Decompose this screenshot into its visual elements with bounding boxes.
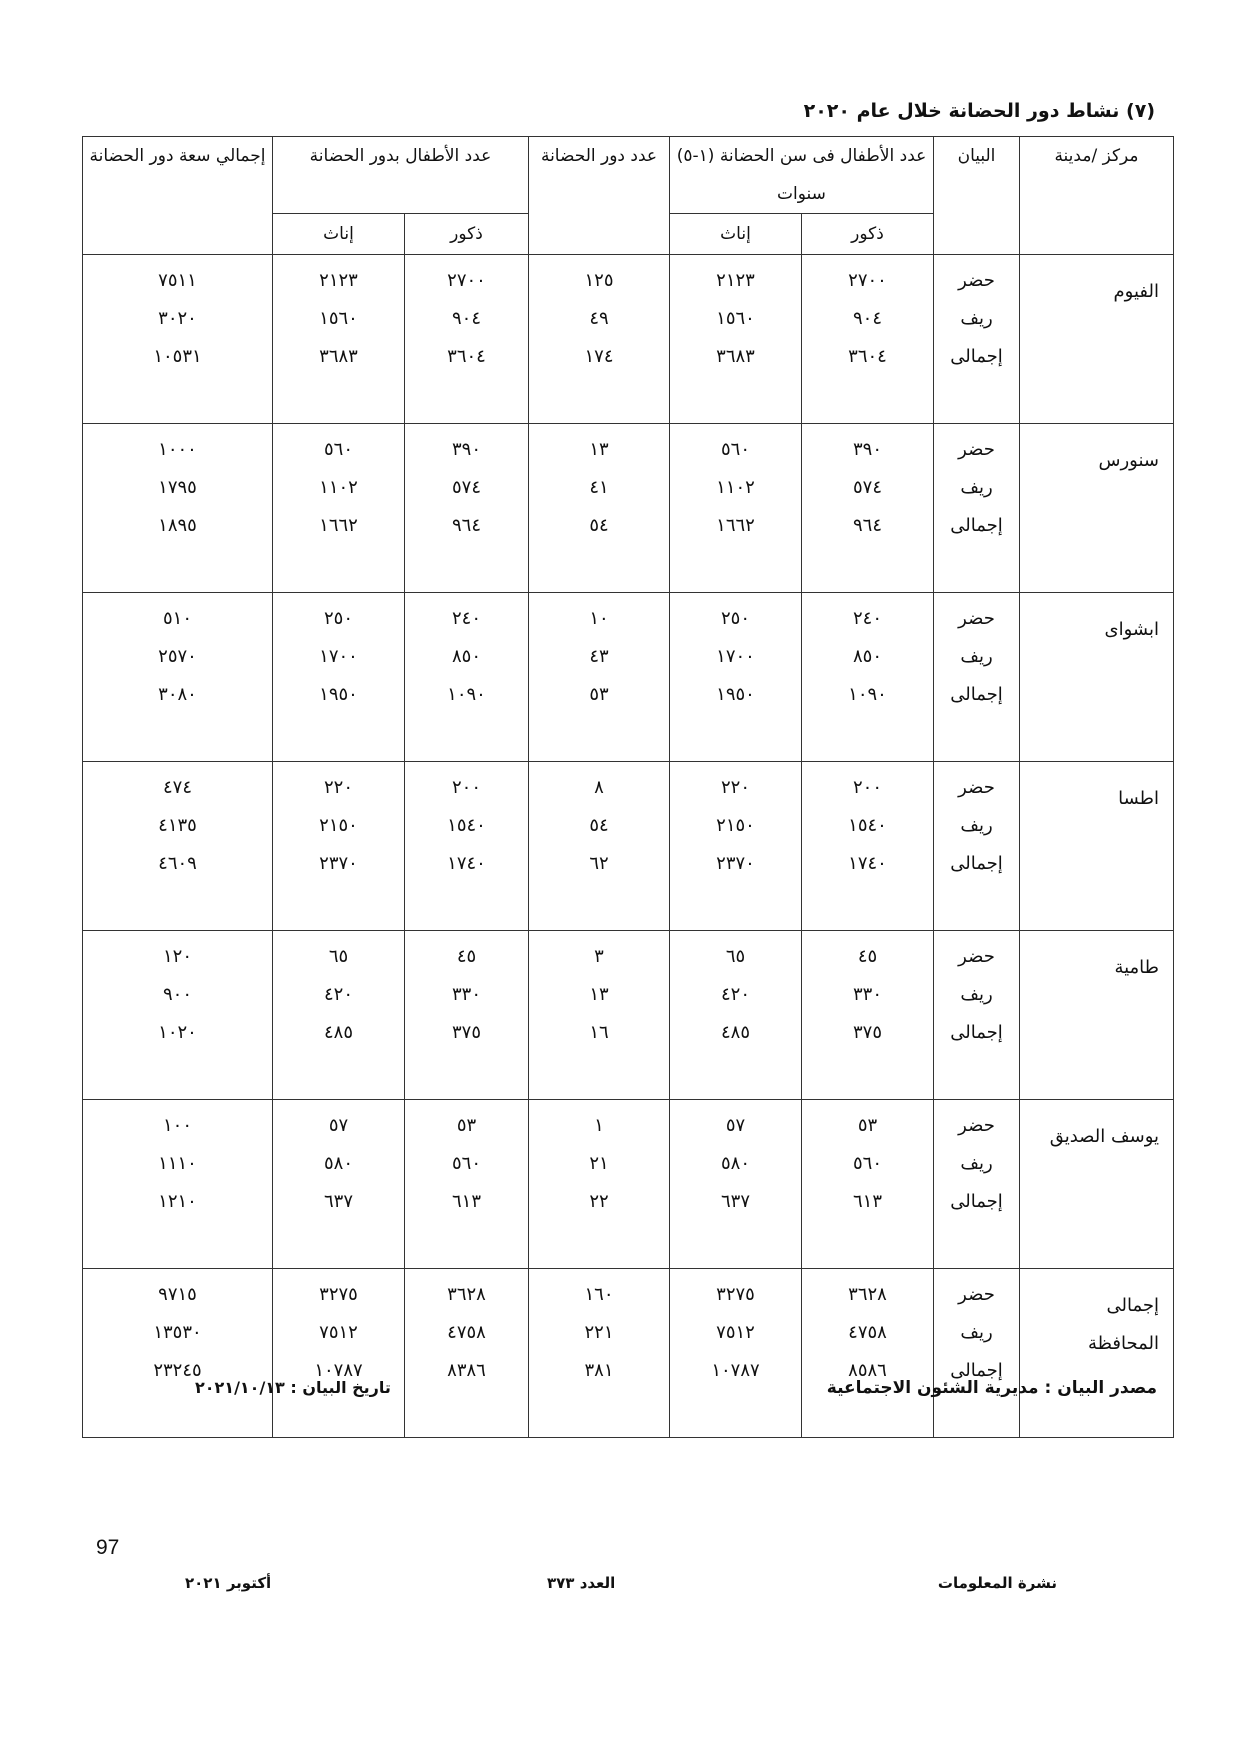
row-label: إجمالى	[950, 346, 1003, 367]
cell-age-males	[802, 424, 934, 593]
city-name	[1020, 424, 1174, 593]
city-label: إجمالى المحافظة	[1087, 1295, 1159, 1354]
cell-value: ٣٢٧٥	[319, 1284, 358, 1305]
cell-value: ٨٥٨٦	[848, 1360, 887, 1381]
cell-nurseries	[529, 255, 670, 424]
cell-value: ٤٧٤	[162, 777, 192, 798]
header-age-females: إناث	[670, 214, 802, 255]
cell-value: ١	[594, 1115, 604, 1136]
row-labels	[934, 593, 1020, 762]
city-label: طامية	[1114, 957, 1159, 978]
cell-value: ٤٩	[589, 308, 609, 329]
cell-value: ٦١٣	[451, 1191, 481, 1212]
cell-in-males	[405, 1100, 529, 1269]
cell-nurseries	[529, 424, 670, 593]
cell-value: ٢٣٧٠	[716, 853, 755, 874]
cell-value: ٣٦٨٣	[319, 346, 358, 367]
cell-value: ٥١٠	[162, 608, 192, 629]
row-label: ريف	[960, 1153, 993, 1174]
table-row	[83, 424, 1174, 593]
cell-value: ٢٣٧٠	[319, 853, 358, 874]
city-name	[1020, 931, 1174, 1100]
row-labels	[934, 931, 1020, 1100]
table-row	[83, 255, 1174, 424]
cell-value: ١٦	[589, 1022, 609, 1043]
cell-value: ١٢٠	[162, 946, 192, 967]
city-label: الفيوم	[1113, 281, 1159, 302]
header-capacity: إجمالي سعة دور الحضانة	[83, 137, 273, 255]
cell-value: ٣٨١	[584, 1360, 614, 1381]
cell-value: ٦١٣	[852, 1191, 882, 1212]
cell-value: ٤٢٠	[720, 984, 750, 1005]
cell-value: ٢١٥٠	[319, 815, 358, 836]
cell-age-females	[670, 255, 802, 424]
cell-value: ٦٥	[328, 946, 349, 967]
cell-value: ٥٦٠	[852, 1153, 882, 1174]
data-source: مصدر البيان : مديرية الشئون الاجتماعية	[826, 1378, 1157, 1398]
cell-value: ٣٩٠	[852, 439, 882, 460]
cell-in-males	[405, 424, 529, 593]
cell-in-males	[405, 1269, 529, 1438]
cell-nurseries	[529, 1269, 670, 1438]
cell-value: ١٣	[589, 984, 609, 1005]
cell-value: ٦٣٧	[720, 1191, 750, 1212]
page-number: 97	[96, 1536, 120, 1559]
cell-value: ٥٣	[589, 684, 609, 705]
cell-value: ١٩٥٠	[716, 684, 755, 705]
cell-value: ١٠٩٠	[447, 684, 486, 705]
cell-value: ٤٢٠	[323, 984, 353, 1005]
cell-age-females	[670, 424, 802, 593]
cell-value: ٩٦٤	[852, 515, 882, 536]
cell-value: ٣٠٨٠	[158, 684, 197, 705]
cell-value: ٢٠٠	[852, 777, 882, 798]
cell-in-males	[405, 255, 529, 424]
cell-value: ٤٦٠٩	[158, 853, 197, 874]
cell-value: ٤١	[589, 477, 609, 498]
cell-value: ١٩٥٠	[319, 684, 358, 705]
cell-value: ٣٦٨٣	[716, 346, 755, 367]
cell-value: ٥٧	[725, 1115, 746, 1136]
cell-value: ١٠٠	[162, 1115, 192, 1136]
cell-value: ٤٨٥	[720, 1022, 750, 1043]
cell-value: ١٠٥٣١	[153, 346, 202, 367]
cell-value: ٥٨٠	[323, 1153, 353, 1174]
cell-value: ٢٥٠	[720, 608, 750, 629]
cell-value: ٩٠٤	[852, 308, 882, 329]
cell-value: ١٧٠٠	[319, 646, 358, 667]
cell-value: ١٧٩٥	[158, 477, 197, 498]
cell-value: ٧٥١٢	[319, 1322, 358, 1343]
cell-value: ٣٧٥	[852, 1022, 882, 1043]
header-children-in: عدد الأطفال بدور الحضانة	[273, 137, 529, 214]
row-label: ريف	[960, 646, 993, 667]
row-label: إجمالى	[950, 1191, 1003, 1212]
cell-value: ٥٦٠	[323, 439, 353, 460]
cell-in-females	[273, 424, 405, 593]
cell-value: ٢٠٠	[451, 777, 481, 798]
cell-value: ٩٠٠	[162, 984, 192, 1005]
city-name	[1020, 1100, 1174, 1269]
cell-value: ٧٥١١	[158, 270, 197, 291]
cell-value: ٤٥	[456, 946, 477, 967]
cell-in-females	[273, 931, 405, 1100]
row-label: حضر	[958, 1115, 995, 1136]
footer-publication: نشرة المعلومات	[937, 1574, 1057, 1592]
row-label: إجمالى	[950, 1022, 1003, 1043]
cell-value: ٤٧٥٨	[447, 1322, 486, 1343]
cell-nurseries	[529, 931, 670, 1100]
table-row	[83, 1100, 1174, 1269]
cell-value: ٥٦٠	[720, 439, 750, 460]
cell-value: ١٧٠٠	[716, 646, 755, 667]
row-label: حضر	[958, 270, 995, 291]
cell-value: ١٣	[589, 439, 609, 460]
cell-age-females	[670, 1100, 802, 1269]
cell-value: ٣٦٢٨	[848, 1284, 887, 1305]
cell-value: ٥٣	[857, 1115, 878, 1136]
cell-value: ٢٥٠	[323, 608, 353, 629]
cell-value: ١٣٥٣٠	[153, 1322, 202, 1343]
cell-value: ١٧٤٠	[447, 853, 486, 874]
cell-in-females	[273, 593, 405, 762]
city-label: سنورس	[1098, 450, 1159, 471]
cell-capacity	[83, 1269, 273, 1438]
cell-value: ٩٧١٥	[158, 1284, 197, 1305]
header-age-males: ذكور	[802, 214, 934, 255]
row-labels	[934, 424, 1020, 593]
cell-value: ٥٦٠	[451, 1153, 481, 1174]
cell-value: ١٨٩٥	[158, 515, 197, 536]
cell-value: ٤٥	[857, 946, 878, 967]
cell-age-males	[802, 255, 934, 424]
city-name	[1020, 593, 1174, 762]
cell-value: ٢٢٠	[323, 777, 353, 798]
cell-value: ٣٦٠٤	[447, 346, 486, 367]
row-label: ريف	[960, 477, 993, 498]
cell-value: ٣٦٢٨	[447, 1284, 486, 1305]
cell-value: ٢٧٠٠	[848, 270, 887, 291]
cell-value: ٨	[594, 777, 604, 798]
cell-value: ١٢١٠	[158, 1191, 197, 1212]
table-row	[83, 1269, 1174, 1438]
header-label: البيان	[934, 137, 1020, 255]
cell-value: ١٠٧٨٧	[711, 1360, 760, 1381]
cell-value: ٢١	[589, 1153, 609, 1174]
cell-value: ٢٥٧٠	[158, 646, 197, 667]
cell-value: ١١٠٢	[319, 477, 358, 498]
cell-value: ٥٨٠	[720, 1153, 750, 1174]
cell-value: ١٦٦٢	[319, 515, 358, 536]
cell-age-males	[802, 1269, 934, 1438]
cell-in-males	[405, 931, 529, 1100]
cell-value: ٢٢	[589, 1191, 609, 1212]
cell-age-males	[802, 931, 934, 1100]
cell-value: ٣	[594, 946, 604, 967]
row-label: حضر	[958, 946, 995, 967]
cell-in-males	[405, 762, 529, 931]
cell-capacity	[83, 1100, 273, 1269]
city-name	[1020, 1269, 1174, 1438]
table-row	[83, 593, 1174, 762]
cell-value: ٢٧٠٠	[447, 270, 486, 291]
cell-value: ٢٤٠	[852, 608, 882, 629]
header-children-age: عدد الأطفال فى سن الحضانة (١-٥) سنوات	[670, 137, 934, 214]
cell-value: ٦٥	[725, 946, 746, 967]
cell-capacity	[83, 931, 273, 1100]
footer-issue: العدد ٣٧٣	[547, 1574, 616, 1592]
cell-age-females	[670, 593, 802, 762]
cell-value: ١١١٠	[158, 1153, 197, 1174]
cell-value: ١٥٤٠	[848, 815, 887, 836]
cell-value: ١٦٦٢	[716, 515, 755, 536]
cell-value: ٥٤	[589, 815, 609, 836]
cell-value: ٢٤٠	[451, 608, 481, 629]
table-row	[83, 762, 1174, 931]
header-in-females: إناث	[273, 214, 405, 255]
cell-value: ١٧٤	[584, 346, 614, 367]
row-label: حضر	[958, 608, 995, 629]
cell-nurseries	[529, 1100, 670, 1269]
cell-value: ١٥٤٠	[447, 815, 486, 836]
cell-value: ٨٣٨٦	[447, 1360, 486, 1381]
cell-in-females	[273, 255, 405, 424]
cell-value: ٣٣٠	[451, 984, 481, 1005]
cell-value: ١٢٥	[584, 270, 614, 291]
cell-value: ٢٢٠	[720, 777, 750, 798]
data-date: تاريخ البيان : ٢٠٢١/١٠/١٣	[195, 1378, 391, 1397]
row-label: إجمالى	[950, 853, 1003, 874]
row-labels	[934, 1269, 1020, 1438]
cell-value: ٣٩٠	[451, 439, 481, 460]
city-label: يوسف الصديق	[1049, 1126, 1159, 1147]
cell-value: ٤٨٥	[323, 1022, 353, 1043]
cell-age-females	[670, 931, 802, 1100]
row-label: ريف	[960, 984, 993, 1005]
row-label: ريف	[960, 815, 993, 836]
row-label: إجمالى	[950, 1360, 1003, 1381]
cell-value: ١٠٧٨٧	[314, 1360, 363, 1381]
cell-value: ٣٣٠	[852, 984, 882, 1005]
city-name	[1020, 255, 1174, 424]
row-label: إجمالى	[950, 684, 1003, 705]
cell-capacity	[83, 255, 273, 424]
nursery-activity-table	[82, 136, 1174, 1438]
cell-value: ٤١٣٥	[158, 815, 197, 836]
cell-value: ٣٢٧٥	[716, 1284, 755, 1305]
cell-value: ١٧٤٠	[848, 853, 887, 874]
cell-value: ٢٣٢٤٥	[153, 1360, 202, 1381]
cell-in-females	[273, 762, 405, 931]
cell-value: ٧٥١٢	[716, 1322, 755, 1343]
table-title: (٧) نشاط دور الحضانة خلال عام ٢٠٢٠	[803, 100, 1155, 122]
cell-nurseries	[529, 762, 670, 931]
row-labels	[934, 255, 1020, 424]
cell-capacity	[83, 762, 273, 931]
cell-value: ٤٧٥٨	[848, 1322, 887, 1343]
cell-value: ١٠٢٠	[158, 1022, 197, 1043]
cell-value: ٦٢	[589, 853, 609, 874]
cell-value: ٢١٥٠	[716, 815, 755, 836]
cell-value: ٦٣٧	[323, 1191, 353, 1212]
cell-age-males	[802, 762, 934, 931]
cell-capacity	[83, 424, 273, 593]
row-label: إجمالى	[950, 515, 1003, 536]
cell-value: ١٥٦٠	[319, 308, 358, 329]
cell-value: ٣٦٠٤	[848, 346, 887, 367]
cell-value: ٥٤	[589, 515, 609, 536]
row-label: حضر	[958, 439, 995, 460]
cell-value: ٥٧٤	[852, 477, 882, 498]
row-label: ريف	[960, 1322, 993, 1343]
cell-value: ١١٠٢	[716, 477, 755, 498]
header-city: مركز /مدينة	[1020, 137, 1174, 255]
header-in-males: ذكور	[405, 214, 529, 255]
cell-value: ١٠٠٠	[158, 439, 197, 460]
cell-value: ١٠	[589, 608, 609, 629]
cell-value: ٥٧	[328, 1115, 349, 1136]
cell-value: ٥٧٤	[451, 477, 481, 498]
cell-value: ٢١٢٣	[716, 270, 755, 291]
footer-month: أكتوبر ٢٠٢١	[185, 1574, 272, 1592]
cell-value: ٩٦٤	[451, 515, 481, 536]
city-label: اطسا	[1118, 788, 1159, 809]
cell-in-males	[405, 593, 529, 762]
row-label: ريف	[960, 308, 993, 329]
city-name	[1020, 762, 1174, 931]
row-label: حضر	[958, 777, 995, 798]
cell-value: ٢٢١	[584, 1322, 614, 1343]
cell-value: ١٦٠	[584, 1284, 614, 1305]
cell-value: ١٥٦٠	[716, 308, 755, 329]
cell-value: ٩٠٤	[451, 308, 481, 329]
city-label: ابشواى	[1104, 619, 1159, 640]
table-row	[83, 931, 1174, 1100]
cell-age-females	[670, 762, 802, 931]
cell-in-females	[273, 1100, 405, 1269]
row-labels	[934, 1100, 1020, 1269]
cell-capacity	[83, 593, 273, 762]
row-label: حضر	[958, 1284, 995, 1305]
row-labels	[934, 762, 1020, 931]
cell-in-females	[273, 1269, 405, 1438]
cell-value: ٨٥٠	[451, 646, 481, 667]
cell-value: ١٠٩٠	[848, 684, 887, 705]
cell-value: ٣٧٥	[451, 1022, 481, 1043]
cell-value: ٤٣	[589, 646, 609, 667]
cell-age-males	[802, 593, 934, 762]
cell-nurseries	[529, 593, 670, 762]
cell-value: ٢١٢٣	[319, 270, 358, 291]
cell-value: ٨٥٠	[852, 646, 882, 667]
cell-age-females	[670, 1269, 802, 1438]
cell-value: ٣٠٢٠	[158, 308, 197, 329]
cell-age-males	[802, 1100, 934, 1269]
header-nurseries: عدد دور الحضانة	[529, 137, 670, 255]
cell-value: ٥٣	[456, 1115, 477, 1136]
